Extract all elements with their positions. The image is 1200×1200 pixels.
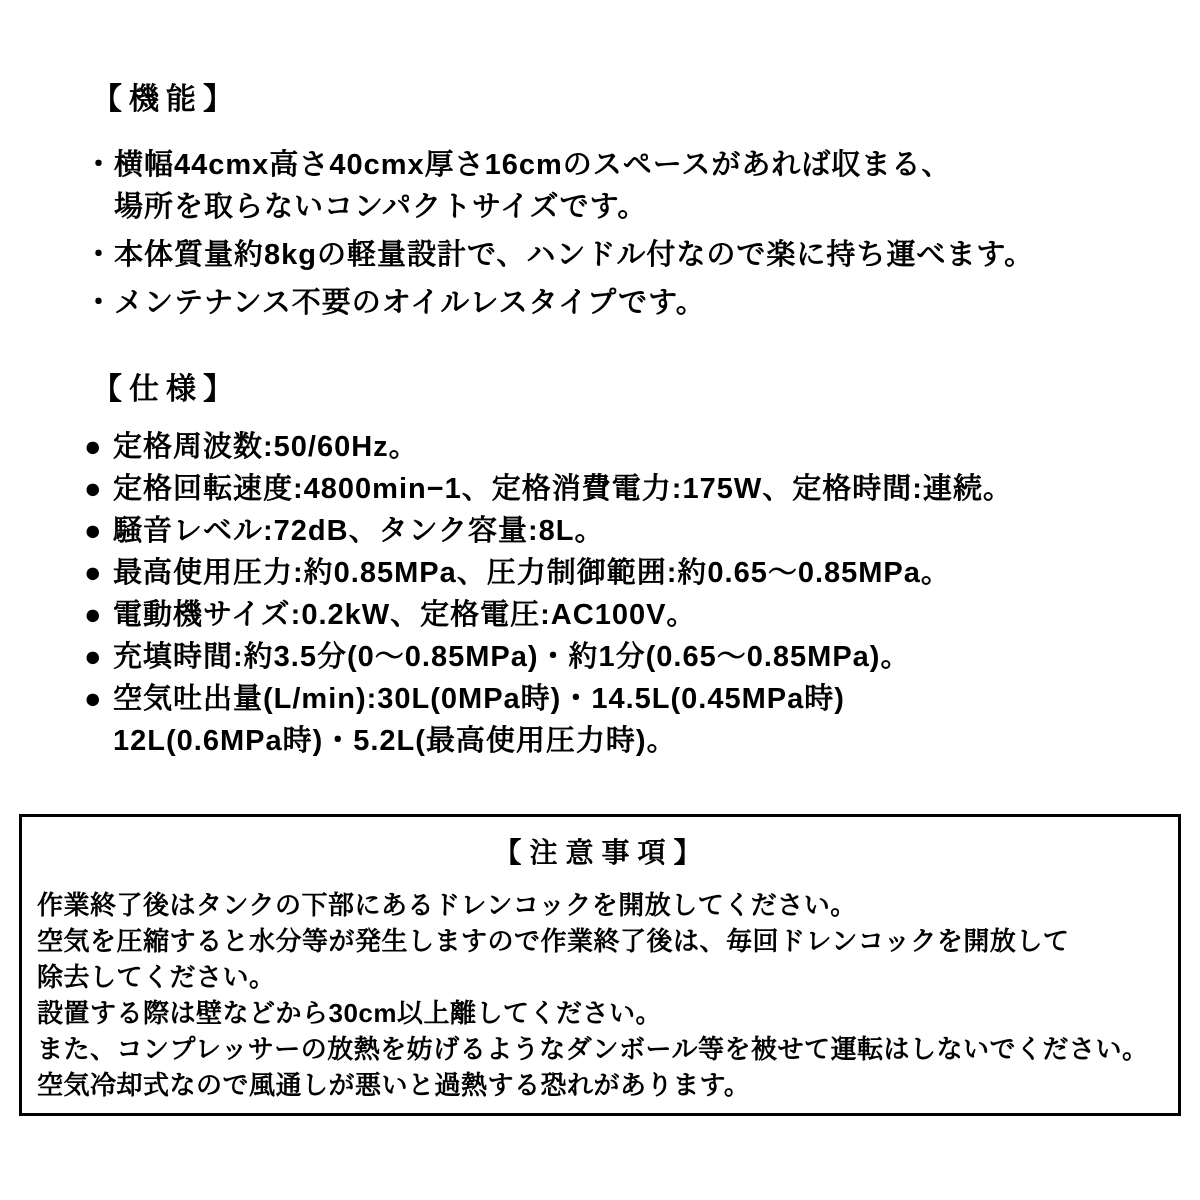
notice-text-line: 除去してください。	[37, 962, 276, 992]
notice-text-line: 作業終了後はタンクの下部にあるドレンコックを開放してください。	[37, 890, 857, 920]
specs-section	[84, 372, 1160, 762]
notice-box	[19, 814, 1181, 1116]
spec-text-line: 空気吐出量(L/min):30L(0MPa時)・14.5L(0.45MPa時)	[113, 683, 845, 715]
notice-text-line: 空気を圧縮すると水分等が発生しますので作業終了後は、毎回ドレンコックを開放して	[37, 926, 1070, 956]
features-heading: 【機能】	[92, 83, 240, 116]
spec-item	[84, 678, 1160, 762]
spec-text-line: 電動機サイズ:0.2kW、定格電圧:AC100V。	[113, 599, 697, 631]
feature-item	[84, 234, 1160, 276]
spec-text-line: 定格回転速度:4800min−1、定格消費電力:175W、定格時間:連続。	[113, 473, 1013, 505]
notice-heading: 【注意事項】	[493, 837, 710, 868]
feature-item-lines	[114, 234, 1160, 276]
spec-item	[84, 426, 1160, 468]
spec-item-lines	[113, 636, 1160, 678]
circle-bullet-icon: ●	[84, 599, 103, 631]
spec-item	[84, 510, 1160, 552]
spec-item	[84, 468, 1160, 510]
spec-item	[84, 552, 1160, 594]
spec-text-line: 充填時間:約3.5分(0〜0.85MPa)・約1分(0.65〜0.85MPa)。	[113, 641, 911, 673]
feature-text-line: 横幅44cmx高さ40cmx厚さ16cmのスペースがあれば収まる、	[114, 149, 952, 181]
feature-item	[84, 144, 1160, 228]
circle-bullet-icon: ●	[84, 431, 103, 463]
notice-text-line: 空気冷却式なので風通しが悪いと過熱する恐れがあります。	[37, 1070, 751, 1100]
feature-item-lines	[114, 282, 1160, 324]
spec-item-lines	[113, 594, 1160, 636]
dot-bullet-icon: ・	[84, 149, 115, 181]
dot-bullet-icon: ・	[84, 239, 115, 271]
spec-text-line: 最高使用圧力:約0.85MPa、圧力制御範囲:約0.65〜0.85MPa。	[113, 557, 951, 589]
spec-item-lines	[113, 678, 1160, 762]
circle-bullet-icon: ●	[84, 641, 103, 673]
feature-text-line: 本体質量約8kgの軽量設計で、ハンドル付なので楽に持ち運べます。	[114, 239, 1035, 271]
dot-bullet-icon: ・	[84, 287, 115, 319]
features-section	[84, 82, 1160, 324]
spec-item-lines	[113, 468, 1160, 510]
notice-text-line: また、コンプレッサーの放熱を妨げるようなダンボール等を被せて運転はしないでください。	[37, 1034, 1149, 1064]
spec-item-lines	[113, 552, 1160, 594]
feature-item	[84, 282, 1160, 324]
notice-body	[37, 887, 1166, 1103]
spec-item	[84, 636, 1160, 678]
spec-item	[84, 594, 1160, 636]
spec-text-line: 騒音レベル:72dB、タンク容量:8L。	[113, 515, 605, 547]
spec-item-lines	[113, 426, 1160, 468]
circle-bullet-icon: ●	[84, 683, 103, 715]
specs-heading: 【仕様】	[92, 373, 240, 406]
spec-list	[84, 426, 1160, 762]
circle-bullet-icon: ●	[84, 473, 103, 505]
circle-bullet-icon: ●	[84, 557, 103, 589]
spec-text-line: 12L(0.6MPa時)・5.2L(最高使用圧力時)。	[113, 725, 677, 757]
feature-item-lines	[114, 144, 1160, 228]
spec-item-lines	[113, 510, 1160, 552]
feature-list	[84, 144, 1160, 324]
circle-bullet-icon: ●	[84, 515, 103, 547]
feature-text-line: 場所を取らないコンパクトサイズです。	[114, 191, 648, 223]
spec-text-line: 定格周波数:50/60Hz。	[113, 431, 419, 463]
feature-text-line: メンテナンス不要のオイルレスタイプです。	[114, 287, 706, 319]
notice-text-line: 設置する際は壁などから30cm以上離してください。	[37, 998, 662, 1028]
